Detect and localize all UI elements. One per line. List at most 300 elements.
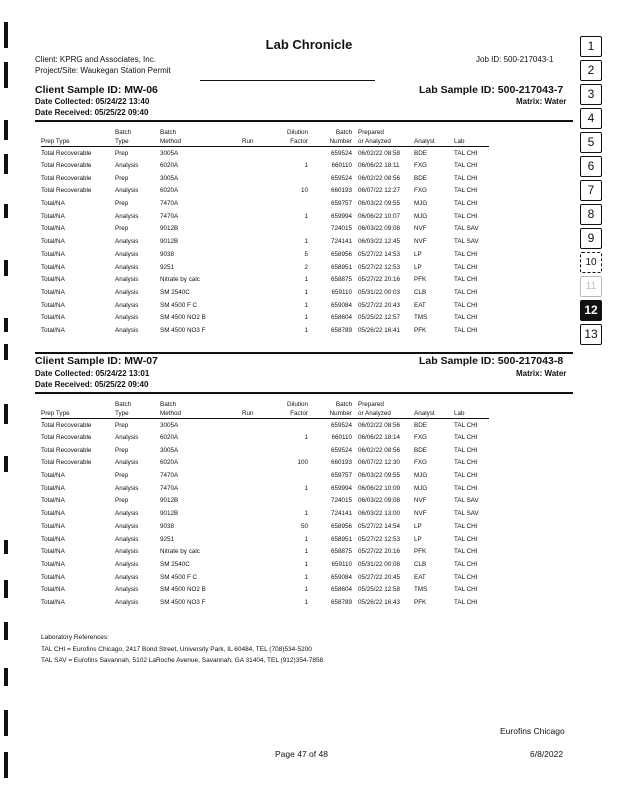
batch-number-cell: 659524 <box>330 421 352 429</box>
index-tab[interactable]: 11 <box>580 276 602 297</box>
prepared-date-cell: 05/27/22 12:53 <box>358 535 401 543</box>
reference-tal-sav: TAL SAV = Eurofins Savannah, 5102 LaRoche Avenue, Savannah, GA 31404, TEL (912)354-7858 <box>41 657 324 664</box>
table-row <box>41 596 489 609</box>
batch-type-cell: Analysis <box>115 434 139 442</box>
dilution-factor-cell <box>272 444 312 457</box>
lab-cell: TAL CHI <box>454 162 478 170</box>
footer-page-number: Page 47 of 48 <box>275 749 328 759</box>
batch-method-cell: SM 4500 F C <box>160 573 198 581</box>
lab-cell: TAL SAV <box>454 238 479 246</box>
lab-cell: TAL CHI <box>454 174 478 182</box>
batch-type-cell: Prep <box>115 446 129 454</box>
dilution-factor-cell: 1 <box>304 510 308 518</box>
prep-type-cell: Total Recoverable <box>41 174 92 182</box>
analyst-cell: NVF <box>414 497 427 505</box>
lab-cell: TAL CHI <box>454 522 478 530</box>
batch-number-cell: 658956 <box>330 250 352 258</box>
batch-number-cell: 659757 <box>330 200 352 208</box>
dilution-factor-cell: 1 <box>304 326 308 334</box>
batch-method-cell: SM 4500 NO3 F <box>160 598 206 606</box>
date-received: Date Received: 05/25/22 09:40 <box>35 108 149 117</box>
prep-type-cell: Total Recoverable <box>41 162 92 170</box>
batch-method-cell: SM 4500 NO2 B <box>160 586 206 594</box>
binder-mark <box>4 404 8 424</box>
table-row <box>41 495 489 508</box>
run-cell <box>242 596 272 609</box>
batch-method-cell: 3005A <box>160 446 179 454</box>
lab-cell: TAL CHI <box>454 149 478 157</box>
index-tab[interactable]: 6 <box>580 156 602 177</box>
col-header-run: Run <box>242 409 272 419</box>
prepared-date-cell: 05/27/22 14:54 <box>358 522 401 530</box>
analyst-cell: FXG <box>414 459 427 467</box>
prep-type-cell: Total/NA <box>41 522 65 530</box>
table-row <box>41 273 489 286</box>
table-row <box>41 558 489 571</box>
dilution-factor-cell: 1 <box>304 314 308 322</box>
col-header-batch-type: Type <box>115 137 160 147</box>
lab-cell: TAL CHI <box>454 560 478 568</box>
batch-method-cell: 6020A <box>160 187 179 195</box>
run-cell <box>242 533 272 546</box>
prepared-date-cell: 05/25/22 12:57 <box>358 314 401 322</box>
run-cell <box>242 311 272 324</box>
batch-method-cell: 6020A <box>160 434 179 442</box>
prepared-date-cell: 05/26/22 16:43 <box>358 598 401 606</box>
col-header-dilution-factor: Factor <box>272 409 312 419</box>
analyst-cell: LP <box>414 535 422 543</box>
dilution-factor-cell <box>272 223 312 236</box>
col-header-dilution-top: Dilution <box>287 129 308 136</box>
lab-cell: TAL CHI <box>454 276 478 284</box>
analyst-cell: LP <box>414 250 422 258</box>
table-row <box>41 545 489 558</box>
dilution-factor-cell: 1 <box>304 301 308 309</box>
batch-method-cell: 3005A <box>160 149 179 157</box>
prep-type-cell: Total/NA <box>41 484 65 492</box>
prep-type-cell: Total/NA <box>41 238 65 246</box>
sample-divider <box>35 352 573 354</box>
binder-mark <box>4 580 8 598</box>
run-cell <box>242 431 272 444</box>
batch-type-cell: Analysis <box>115 560 139 568</box>
run-cell <box>242 299 272 312</box>
table-body <box>41 419 489 609</box>
batch-method-cell: SM 4500 NO3 F <box>160 326 206 334</box>
prep-type-cell: Total/NA <box>41 326 65 334</box>
table-row <box>41 444 489 457</box>
batch-method-cell: 9012B <box>160 510 179 518</box>
batch-type-cell: Prep <box>115 200 129 208</box>
index-tab-active[interactable]: 12 <box>580 300 602 321</box>
batch-number-cell: 659524 <box>330 149 352 157</box>
batch-type-cell: Analysis <box>115 586 139 594</box>
dilution-factor-cell: 2 <box>304 263 308 271</box>
index-tab[interactable]: 8 <box>580 204 602 225</box>
prep-type-cell: Total Recoverable <box>41 187 92 195</box>
prep-type-cell: Total/NA <box>41 301 65 309</box>
run-cell <box>242 159 272 172</box>
prepared-date-cell: 06/03/22 12:45 <box>358 238 401 246</box>
prepared-date-cell: 06/03/22 09:55 <box>358 200 401 208</box>
client-sample-id: Client Sample ID: MW-07 <box>35 355 158 367</box>
date-collected: Date Collected: 05/24/22 13:01 <box>35 369 150 378</box>
prep-type-cell: Total/NA <box>41 573 65 581</box>
run-cell <box>242 273 272 286</box>
prep-type-cell: Total Recoverable <box>41 446 92 454</box>
dilution-factor-cell: 1 <box>304 573 308 581</box>
table-row <box>41 185 489 198</box>
table-row <box>41 261 489 274</box>
binder-mark <box>4 204 8 218</box>
dilution-factor-cell <box>272 495 312 508</box>
col-header-batch-number: Number <box>312 137 354 147</box>
table-body <box>41 147 489 337</box>
run-cell <box>242 444 272 457</box>
date-collected: Date Collected: 05/24/22 13:40 <box>35 97 150 106</box>
dilution-factor-cell: 10 <box>300 187 308 195</box>
dilution-factor-cell <box>272 197 312 210</box>
dilution-factor-cell: 1 <box>304 162 308 170</box>
batch-number-cell: 658875 <box>330 276 352 284</box>
table-row <box>41 210 489 223</box>
client-name: Client: KPRG and Associates, Inc. <box>35 55 156 64</box>
batch-type-cell: Analysis <box>115 326 139 334</box>
run-cell <box>242 185 272 198</box>
prep-type-cell: Total/NA <box>41 472 65 480</box>
binder-mark <box>4 752 8 778</box>
run-cell <box>242 558 272 571</box>
prepared-date-cell: 06/07/22 12:27 <box>358 187 401 195</box>
binder-mark <box>4 344 8 360</box>
client-sample-id: Client Sample ID: MW-06 <box>35 84 158 96</box>
batch-number-cell: 660193 <box>330 187 352 195</box>
batch-method-cell: 7470A <box>160 484 179 492</box>
col-header-batch-top: Batch <box>335 129 352 136</box>
analyst-cell: MJG <box>414 484 428 492</box>
binder-mark <box>4 622 8 640</box>
run-cell <box>242 469 272 482</box>
batch-method-cell: SM 2540C <box>160 560 190 568</box>
index-tab[interactable]: 1 <box>580 36 602 57</box>
batch-type-cell: Analysis <box>115 573 139 581</box>
binder-mark <box>4 318 8 332</box>
prepared-date-cell: 06/02/22 08:56 <box>358 421 401 429</box>
analyst-cell: FXG <box>414 187 427 195</box>
batch-method-cell: 6020A <box>160 459 179 467</box>
prepared-date-cell: 05/27/22 14:53 <box>358 250 401 258</box>
table-row <box>41 482 489 495</box>
prep-type-cell: Total/NA <box>41 250 65 258</box>
run-cell <box>242 248 272 261</box>
prep-type-cell: Total Recoverable <box>41 149 92 157</box>
batch-type-cell: Analysis <box>115 212 139 220</box>
lab-cell: TAL CHI <box>454 314 478 322</box>
lab-cell: TAL CHI <box>454 573 478 581</box>
col-header-prepared: or Analyzed <box>354 409 414 419</box>
lab-cell: TAL CHI <box>454 250 478 258</box>
col-header-batch-type: Type <box>115 409 160 419</box>
batch-method-cell: 9012B <box>160 225 179 233</box>
prepared-date-cell: 06/02/22 08:56 <box>358 174 401 182</box>
run-cell <box>242 457 272 470</box>
batch-type-cell: Analysis <box>115 162 139 170</box>
dilution-factor-cell: 1 <box>304 598 308 606</box>
batch-number-cell: 659994 <box>330 212 352 220</box>
prepared-date-cell: 06/07/22 12:30 <box>358 459 401 467</box>
lab-cell: TAL SAV <box>454 497 479 505</box>
sample-divider <box>35 392 573 394</box>
prepared-date-cell: 06/06/22 10:07 <box>358 212 401 220</box>
batch-method-cell: SM 2540C <box>160 288 190 296</box>
lab-cell: TAL CHI <box>454 472 478 480</box>
footer-date: 6/8/2022 <box>530 749 564 759</box>
batch-method-cell: 9012B <box>160 497 179 505</box>
dilution-factor-cell: 1 <box>304 434 308 442</box>
analyst-cell: TMS <box>414 314 428 322</box>
prepared-date-cell: 05/27/22 20:16 <box>358 276 401 284</box>
prepared-date-cell: 06/02/22 08:58 <box>358 149 401 157</box>
col-header-batch-top: Batch <box>115 129 132 136</box>
lab-cell: TAL CHI <box>454 187 478 195</box>
table-row <box>41 324 489 337</box>
batch-type-cell: Analysis <box>115 484 139 492</box>
index-tab[interactable]: 9 <box>580 228 602 249</box>
table-row <box>41 286 489 299</box>
prepared-date-cell: 05/27/22 20:16 <box>358 548 401 556</box>
col-header-batch-top: Batch <box>335 401 352 408</box>
batch-type-cell: Analysis <box>115 548 139 556</box>
col-header-prepared-top: Prepared <box>358 129 384 136</box>
run-cell <box>242 520 272 533</box>
prepared-date-cell: 05/25/22 12:58 <box>358 586 401 594</box>
col-header-batch-number: Number <box>312 409 354 419</box>
lab-cell: TAL CHI <box>454 212 478 220</box>
analyst-cell: PFK <box>414 598 427 606</box>
prep-type-cell: Total/NA <box>41 314 65 322</box>
lab-chronicle-table <box>41 400 489 609</box>
index-tab[interactable]: 4 <box>580 108 602 129</box>
batch-number-cell: 658875 <box>330 548 352 556</box>
prepared-date-cell: 06/03/22 09:55 <box>358 472 401 480</box>
batch-number-cell: 659524 <box>330 446 352 454</box>
analyst-cell: LP <box>414 263 422 271</box>
batch-number-cell: 658789 <box>330 598 352 606</box>
dilution-factor-cell: 1 <box>304 276 308 284</box>
batch-method-cell: 9251 <box>160 263 175 271</box>
batch-number-cell: 658956 <box>330 522 352 530</box>
batch-type-cell: Analysis <box>115 459 139 467</box>
batch-number-cell: 659084 <box>330 573 352 581</box>
prepared-date-cell: 05/27/22 12:53 <box>358 263 401 271</box>
run-cell <box>242 545 272 558</box>
table-row <box>41 533 489 546</box>
run-cell <box>242 583 272 596</box>
index-tab[interactable]: 10 <box>580 252 602 273</box>
prepared-date-cell: 05/27/22 20:45 <box>358 573 401 581</box>
matrix: Matrix: Water <box>516 97 567 106</box>
run-cell <box>242 419 272 432</box>
analyst-cell: PFK <box>414 276 427 284</box>
analyst-cell: FXG <box>414 162 427 170</box>
lab-cell: TAL CHI <box>454 200 478 208</box>
date-received: Date Received: 05/25/22 09:40 <box>35 380 149 389</box>
prep-type-cell: Total/NA <box>41 497 65 505</box>
col-header-batch-method: Method <box>160 137 242 147</box>
run-cell <box>242 235 272 248</box>
index-tab[interactable]: 5 <box>580 132 602 153</box>
analyst-cell: BDE <box>414 174 427 182</box>
prepared-date-cell: 05/27/22 20:43 <box>358 301 401 309</box>
prep-type-cell: Total/NA <box>41 560 65 568</box>
table-row <box>41 248 489 261</box>
batch-type-cell: Analysis <box>115 522 139 530</box>
table-row <box>41 311 489 324</box>
batch-type-cell: Analysis <box>115 263 139 271</box>
lab-cell: TAL CHI <box>454 598 478 606</box>
batch-number-cell: 658789 <box>330 326 352 334</box>
table-row <box>41 507 489 520</box>
run-cell <box>242 571 272 584</box>
lab-cell: TAL CHI <box>454 484 478 492</box>
batch-type-cell: Prep <box>115 497 129 505</box>
batch-type-cell: Analysis <box>115 250 139 258</box>
lab-cell: TAL SAV <box>454 225 479 233</box>
run-cell <box>242 286 272 299</box>
batch-number-cell: 659110 <box>331 560 352 568</box>
col-header-dilution-top: Dilution <box>287 401 308 408</box>
binder-mark <box>4 260 8 276</box>
analyst-cell: BDE <box>414 421 427 429</box>
batch-method-cell: 9038 <box>160 522 175 530</box>
batch-number-cell: 658604 <box>330 314 352 322</box>
analyst-cell: MJG <box>414 200 428 208</box>
references-heading: Laboratory References: <box>41 634 109 641</box>
dilution-factor-cell: 1 <box>304 586 308 594</box>
batch-number-cell: 660110 <box>331 434 352 442</box>
run-cell <box>242 172 272 185</box>
batch-method-cell: 9012B <box>160 238 179 246</box>
index-tab[interactable]: 13 <box>580 324 602 345</box>
lab-sample-id: Lab Sample ID: 500-217043-7 <box>419 84 564 96</box>
prep-type-cell: Total/NA <box>41 288 65 296</box>
footer-company: Eurofins Chicago <box>500 726 565 736</box>
analyst-cell: PFK <box>414 548 427 556</box>
run-cell <box>242 324 272 337</box>
index-tab[interactable]: 3 <box>580 84 602 105</box>
batch-type-cell: Analysis <box>115 276 139 284</box>
table-row <box>41 172 489 185</box>
table-row <box>41 520 489 533</box>
prep-type-cell: Total/NA <box>41 598 65 606</box>
table-row <box>41 197 489 210</box>
dilution-factor-cell: 100 <box>297 459 308 467</box>
dilution-factor-cell <box>272 419 312 432</box>
prepared-date-cell: 06/06/22 18:11 <box>358 162 400 170</box>
lab-sample-id: Lab Sample ID: 500-217043-8 <box>419 355 564 367</box>
batch-type-cell: Prep <box>115 174 129 182</box>
dilution-factor-cell: 1 <box>304 535 308 543</box>
analyst-cell: PFK <box>414 326 427 334</box>
table-row <box>41 223 489 236</box>
dilution-factor-cell: 1 <box>304 288 308 296</box>
batch-type-cell: Prep <box>115 225 129 233</box>
prepared-date-cell: 06/06/22 10:09 <box>358 484 401 492</box>
binder-mark <box>4 668 8 686</box>
lab-cell: TAL CHI <box>454 459 478 467</box>
batch-number-cell: 658951 <box>330 263 352 271</box>
dilution-factor-cell: 1 <box>304 238 308 246</box>
batch-number-cell: 658604 <box>330 586 352 594</box>
lab-cell: TAL SAV <box>454 510 479 518</box>
analyst-cell: NVF <box>414 238 427 246</box>
batch-method-cell: 7470A <box>160 212 179 220</box>
prepared-date-cell: 06/03/22 09:08 <box>358 497 401 505</box>
batch-type-cell: Prep <box>115 421 129 429</box>
table-row <box>41 583 489 596</box>
batch-number-cell: 724141 <box>330 238 352 246</box>
lab-cell: TAL CHI <box>454 421 478 429</box>
analyst-cell: BDE <box>414 149 427 157</box>
batch-method-cell: SM 4500 F C <box>160 301 198 309</box>
col-header-analyst: Analyst <box>414 137 454 147</box>
col-header-analyst: Analyst <box>414 409 454 419</box>
col-header-prep-type: Prep Type <box>41 409 115 419</box>
batch-number-cell: 724015 <box>330 225 352 233</box>
job-id: Job ID: 500-217043-1 <box>476 55 554 64</box>
batch-number-cell: 659524 <box>330 174 352 182</box>
table-row <box>41 431 489 444</box>
index-tab[interactable]: 2 <box>580 60 602 81</box>
prep-type-cell: Total Recoverable <box>41 421 92 429</box>
col-header-batch-top: Batch <box>160 129 177 136</box>
index-tab[interactable]: 7 <box>580 180 602 201</box>
col-header-prep-type: Prep Type <box>41 137 115 147</box>
batch-method-cell: 7470A <box>160 472 179 480</box>
prepared-date-cell: 06/03/22 09:08 <box>358 225 401 233</box>
analyst-cell: MJG <box>414 212 428 220</box>
batch-type-cell: Analysis <box>115 314 139 322</box>
batch-number-cell: 658951 <box>330 535 352 543</box>
col-header-prepared: or Analyzed <box>354 137 414 147</box>
matrix: Matrix: Water <box>516 369 567 378</box>
analyst-cell: LP <box>414 522 422 530</box>
prep-type-cell: Total/NA <box>41 263 65 271</box>
batch-type-cell: Analysis <box>115 535 139 543</box>
run-cell <box>242 210 272 223</box>
lab-cell: TAL CHI <box>454 548 478 556</box>
binder-mark <box>4 456 8 472</box>
dilution-factor-cell <box>272 172 312 185</box>
prepared-date-cell: 05/31/22 00:08 <box>358 560 401 568</box>
analyst-cell: MJG <box>414 472 428 480</box>
binder-mark <box>4 154 8 174</box>
prepared-date-cell: 06/03/22 13:00 <box>358 510 401 518</box>
dilution-factor-cell: 1 <box>304 548 308 556</box>
batch-number-cell: 659084 <box>330 301 352 309</box>
batch-type-cell: Analysis <box>115 510 139 518</box>
dilution-factor-cell: 1 <box>304 560 308 568</box>
page-title: Lab Chronicle <box>265 37 353 52</box>
batch-number-cell: 659757 <box>330 472 352 480</box>
prepared-date-cell: 06/06/22 18:14 <box>358 434 401 442</box>
batch-method-cell: 6020A <box>160 162 179 170</box>
run-cell <box>242 197 272 210</box>
analyst-cell: TMS <box>414 586 428 594</box>
batch-method-cell: Nitrate by calc <box>160 276 200 284</box>
prepared-date-cell: 05/26/22 16:41 <box>358 326 401 334</box>
lab-cell: TAL CHI <box>454 288 478 296</box>
